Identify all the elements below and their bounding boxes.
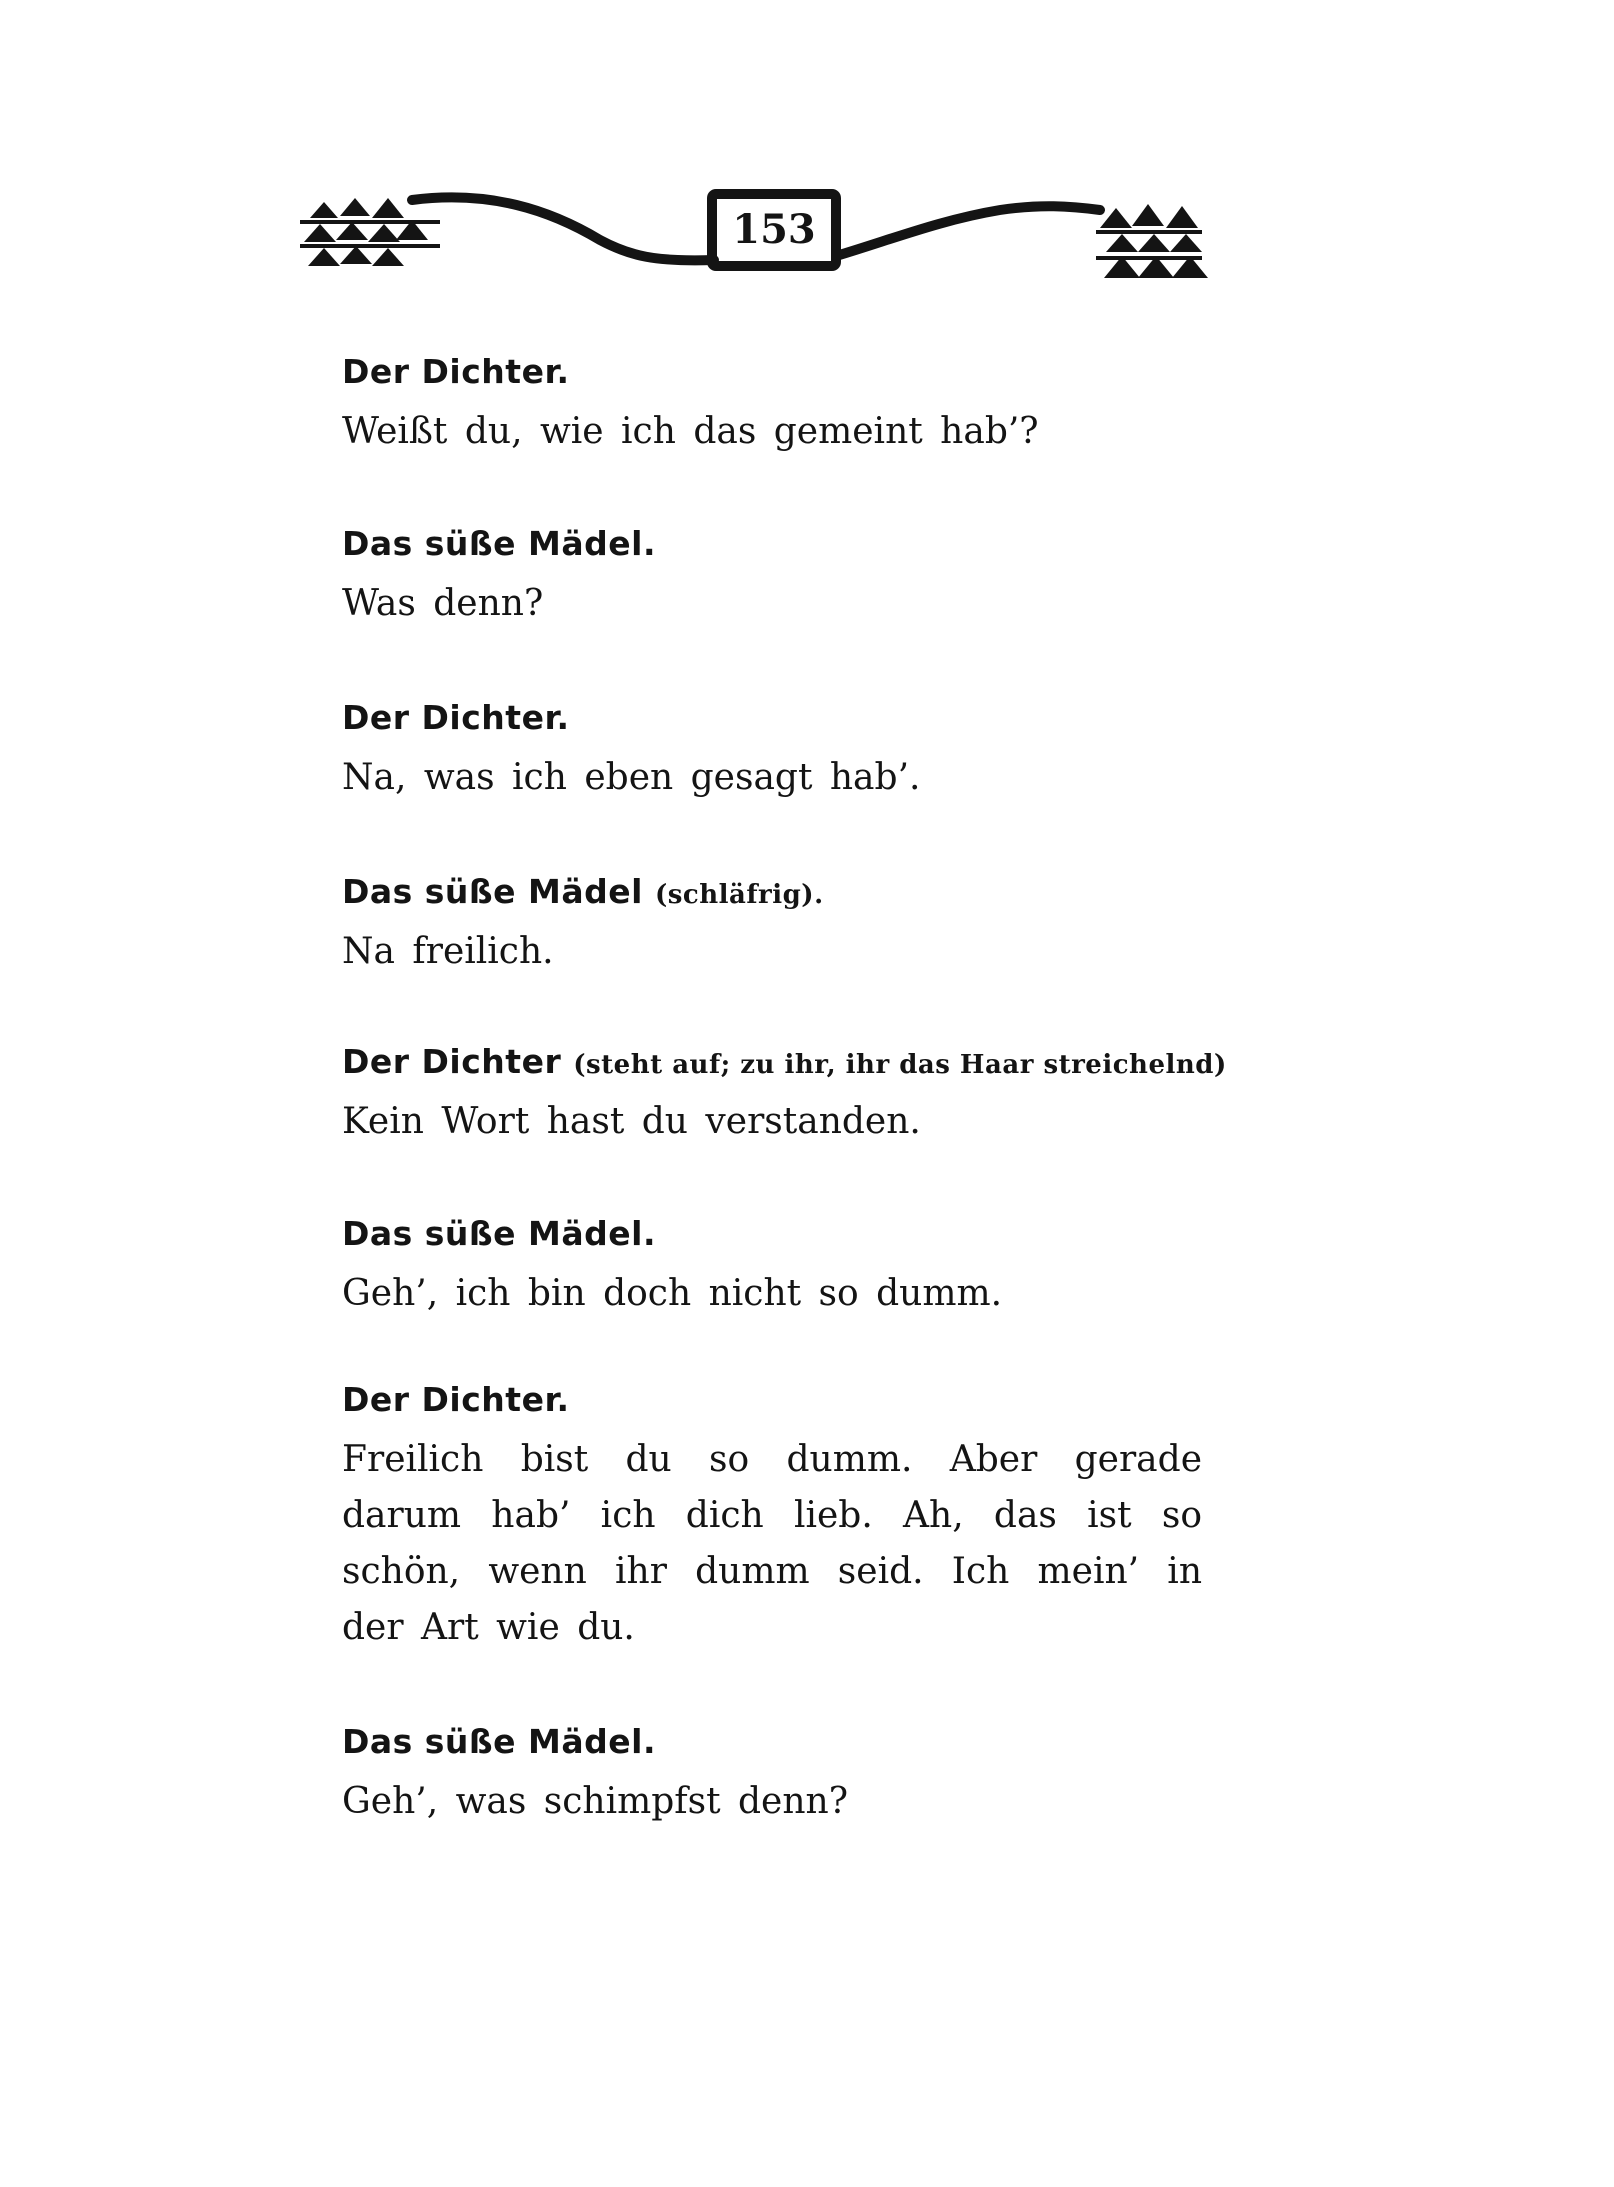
dialogue-block [342,1378,1202,1656]
dialogue-line: Geh’, was schimpfst denn? [342,1781,849,1822]
speaker-name: Das süße Mädel. [342,524,656,563]
dialogue-block [342,870,824,980]
speaker-name: Das süße Mädel (schläfrig). [342,872,824,911]
dialogue-line: Kein Wort hast du verstanden. [342,1101,921,1142]
dialogue-line: Na freilich. [342,931,554,972]
stage-direction: (steht auf; zu ihr, ihr das Haar streichelnd) [573,1050,1227,1080]
speaker-name: Der Dichter (steht auf; zu ihr, ihr das Haar streichelnd) [342,1042,1227,1081]
page-number: 153 [732,206,816,253]
dialogue-line: Na, was ich eben gesagt hab’. [342,757,921,798]
speaker-name: Der Dichter. [342,698,570,737]
dialogue-line: Weißt du, wie ich das gemeint hab’? [342,411,1039,452]
dialogue-line: Geh’, ich bin doch nicht so dumm. [342,1273,1003,1314]
dialogue-line: Was denn? [342,583,544,624]
dialogue-block [342,1212,1002,1322]
page-header-ornament [300,170,1260,310]
dialogue-block [342,522,656,632]
stage-direction: (schläfrig). [654,880,824,910]
speaker-name: Der Dichter. [342,1380,570,1419]
dialogue-block [342,1040,1227,1150]
speaker-name: Das süße Mädel. [342,1722,656,1761]
dialogue-block [342,350,1039,460]
speaker-name: Der Dichter. [342,352,570,391]
speaker-name: Das süße Mädel. [342,1214,656,1253]
dialogue-block [342,696,920,806]
dialogue-line: Freilich bist du so dumm. Aber gerade darum hab’ ich dich lieb. Ah, das ist so schön, wenn ihr dumm seid. Ich mein’ in der Art wie du. [342,1439,1202,1648]
dialogue-block [342,1720,848,1830]
